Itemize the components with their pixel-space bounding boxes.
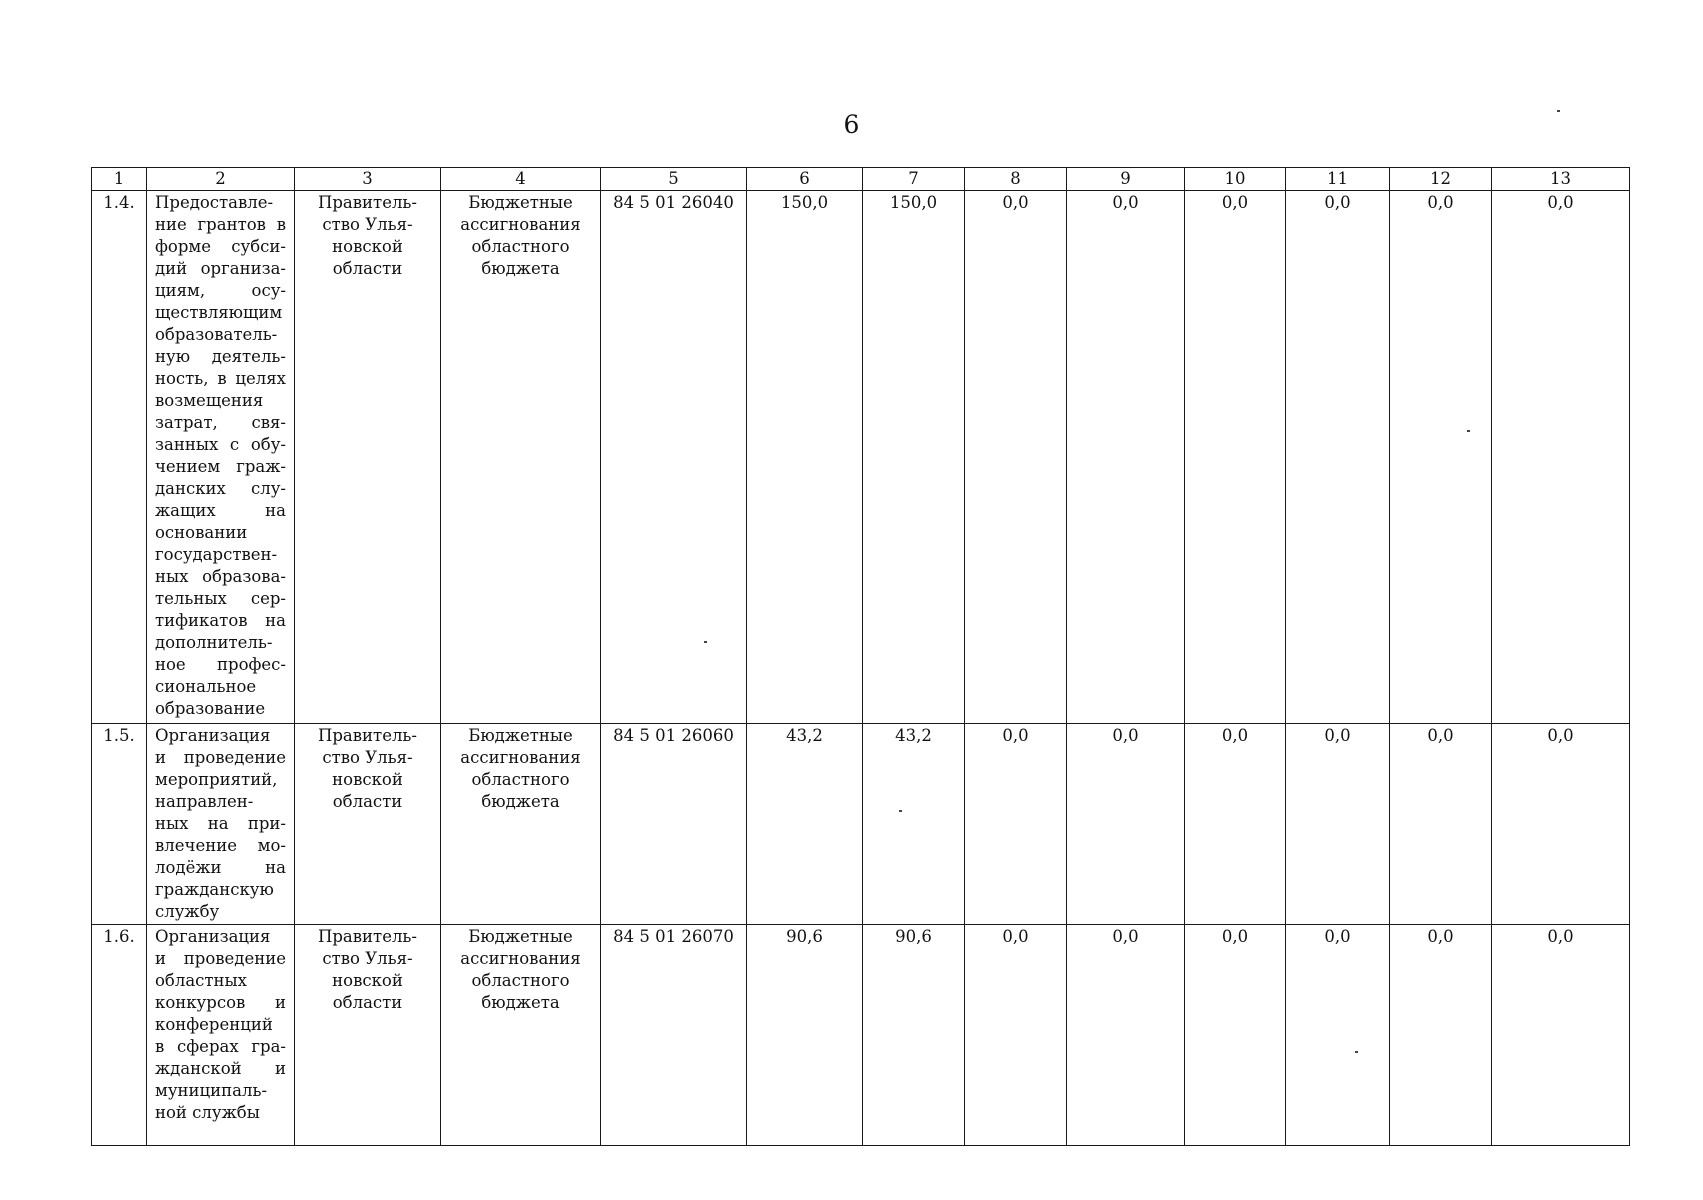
- value-cell: 90,6: [747, 925, 863, 1146]
- value-cell: 0,0: [1067, 191, 1185, 724]
- value-cell: 0,0: [965, 925, 1067, 1146]
- table-row: [92, 191, 1630, 724]
- value-cell: 0,0: [965, 191, 1067, 724]
- column-header: 13: [1492, 168, 1630, 191]
- column-header: 1: [92, 168, 147, 191]
- column-header: 5: [601, 168, 747, 191]
- budget-code: 84 5 01 26070: [601, 925, 747, 1146]
- row-number: 1.4.: [92, 191, 147, 724]
- value-cell: 0,0: [1286, 724, 1390, 925]
- table-header-row: [92, 168, 1630, 191]
- row-number: 1.6.: [92, 925, 147, 1146]
- column-header: 4: [441, 168, 601, 191]
- value-cell: 0,0: [1185, 724, 1286, 925]
- value-cell: 0,0: [1286, 191, 1390, 724]
- activity-name: Предоставле-ние грантов в форме субси-дий организа-циям, осу-ществляющим образователь-ную деятель-ность, в целях возмещения затрат, свя-занных с обу-чением граж-данских слу-жащих на основании государствен-ных образова-тельных сер-тификатов на дополнитель-ное профес-сиональное образование: [147, 191, 295, 724]
- row-number: 1.5.: [92, 724, 147, 925]
- value-cell: 150,0: [747, 191, 863, 724]
- page-number: 6: [843, 110, 860, 139]
- scan-speck: [704, 641, 707, 643]
- column-header: 3: [295, 168, 441, 191]
- value-cell: 0,0: [1067, 925, 1185, 1146]
- table-row: [92, 925, 1630, 1146]
- column-header: 7: [863, 168, 965, 191]
- value-cell: 0,0: [1185, 191, 1286, 724]
- value-cell: 0,0: [965, 724, 1067, 925]
- column-header: 11: [1286, 168, 1390, 191]
- value-cell: 0,0: [1067, 724, 1185, 925]
- scan-speck: [899, 810, 902, 812]
- scan-speck: [1467, 430, 1470, 432]
- budget-code: 84 5 01 26060: [601, 724, 747, 925]
- executor: Правитель-ство Улья-новской области: [295, 191, 441, 724]
- scan-speck: [1355, 1051, 1358, 1053]
- funding-source: Бюджетные ассигнования областного бюджета: [441, 925, 601, 1146]
- column-header: 12: [1390, 168, 1492, 191]
- funding-source: Бюджетные ассигнования областного бюджета: [441, 724, 601, 925]
- value-cell: 43,2: [863, 724, 965, 925]
- column-header: 2: [147, 168, 295, 191]
- activity-name: Организация и проведение мероприятий, направлен-ных на при-влечение мо-лодёжи на гражданскую службу: [147, 724, 295, 925]
- value-cell: 0,0: [1185, 925, 1286, 1146]
- table-row: [92, 724, 1630, 925]
- value-cell: 0,0: [1492, 925, 1630, 1146]
- activity-name: Организация и проведение областных конкурсов и конференций в сферах гра-жданской и муниципаль-ной службы: [147, 925, 295, 1146]
- value-cell: 0,0: [1286, 925, 1390, 1146]
- budget-code: 84 5 01 26040: [601, 191, 747, 724]
- executor: Правитель-ство Улья-новской области: [295, 925, 441, 1146]
- value-cell: 0,0: [1492, 191, 1630, 724]
- value-cell: 0,0: [1492, 724, 1630, 925]
- budget-table: [91, 167, 1630, 1146]
- column-header: 10: [1185, 168, 1286, 191]
- column-header: 6: [747, 168, 863, 191]
- column-header: 9: [1067, 168, 1185, 191]
- funding-source: Бюджетные ассигнования областного бюджета: [441, 191, 601, 724]
- executor: Правитель-ство Улья-новской области: [295, 724, 441, 925]
- value-cell: 0,0: [1390, 925, 1492, 1146]
- column-header: 8: [965, 168, 1067, 191]
- value-cell: 90,6: [863, 925, 965, 1146]
- value-cell: 43,2: [747, 724, 863, 925]
- scan-speck: [1557, 110, 1560, 112]
- value-cell: 0,0: [1390, 191, 1492, 724]
- value-cell: 0,0: [1390, 724, 1492, 925]
- value-cell: 150,0: [863, 191, 965, 724]
